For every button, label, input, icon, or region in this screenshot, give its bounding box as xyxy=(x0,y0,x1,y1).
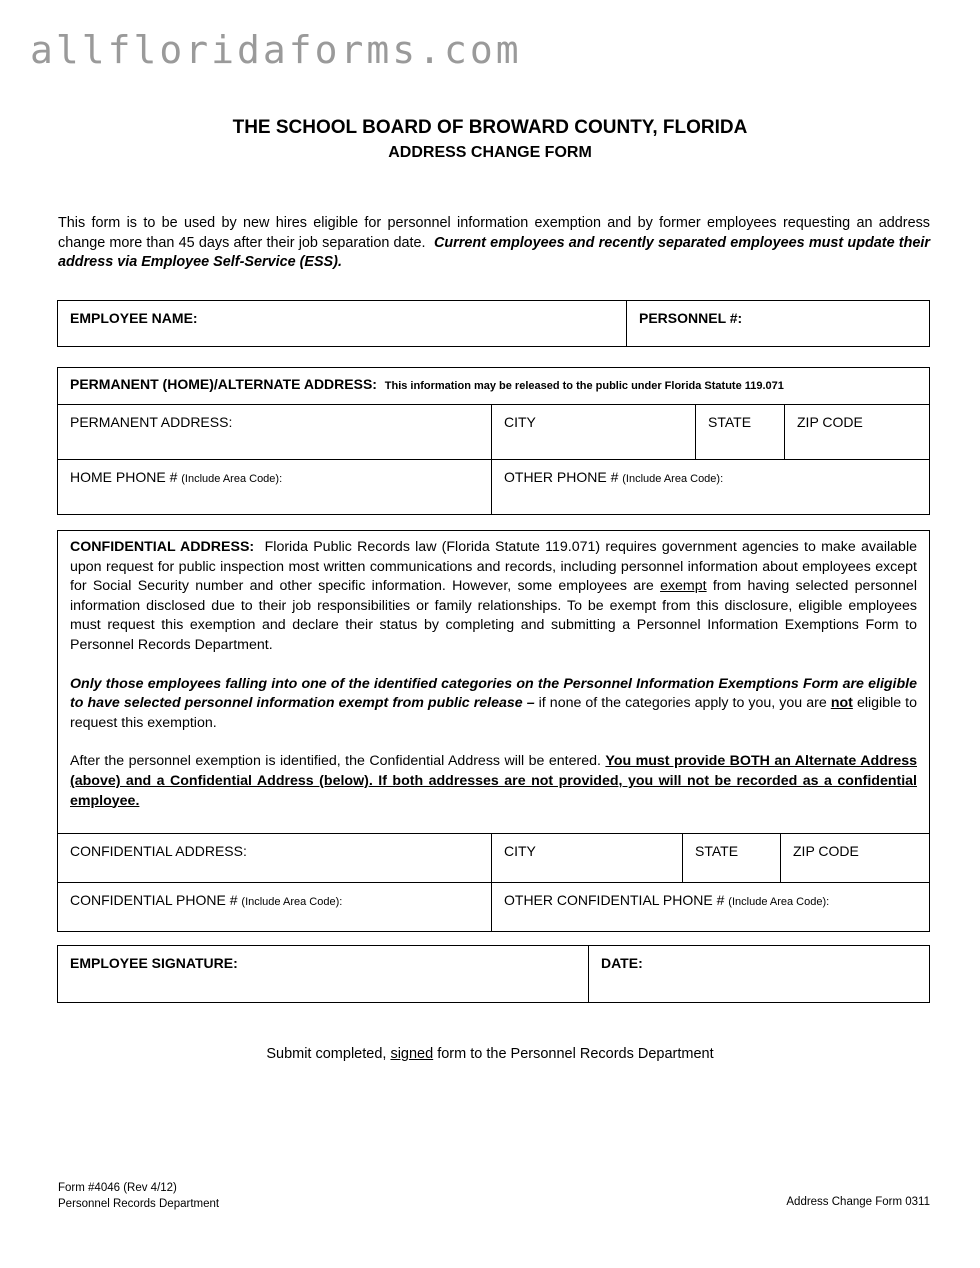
intro-paragraph xyxy=(58,214,930,273)
personnel-number-label: PERSONNEL #: xyxy=(639,310,743,326)
other-phone-note: (Include Area Code): xyxy=(622,473,724,485)
permanent-city-label: CITY xyxy=(504,414,536,430)
date-field[interactable] xyxy=(589,946,930,1003)
date-label: DATE: xyxy=(601,955,643,971)
confidential-p3-text: After the personnel exemption is identified, the Confidential Address will be entered. xyxy=(70,753,601,770)
confidential-address-label: CONFIDENTIAL ADDRESS: xyxy=(70,843,247,859)
signature-box xyxy=(57,945,930,1003)
confidential-paragraph-3 xyxy=(70,752,917,811)
confidential-phone-note: (Include Area Code): xyxy=(241,896,343,908)
home-phone-note: (Include Area Code): xyxy=(181,473,283,485)
home-phone-field[interactable] xyxy=(58,460,492,515)
permanent-address-label: PERMANENT ADDRESS: xyxy=(70,414,233,430)
permanent-city-field[interactable] xyxy=(492,405,696,460)
confidential-city-label: CITY xyxy=(504,843,536,859)
both-addresses-warning: You must provide BOTH an Alternate Address (above) and a Confidential Address (below). If both addresses are not provided, you will not be recorded as a confidential employee. xyxy=(70,753,917,809)
confidential-explanation xyxy=(58,531,930,834)
other-phone-field[interactable] xyxy=(492,460,930,515)
confidential-p1-text-cont: from having selected personnel information disclosed due to their job responsibilities or family relationships. To be exempt from this disclosure, eligible employees must request this exemption and declare their status by completing and submitting a Personnel Information Exemptions Form to Personnel Records Department. xyxy=(70,578,917,653)
confidential-address-section xyxy=(57,530,930,932)
intro-emphasis: Current employees and recently separated employees must update their address via Employee Self-Service (ESS). xyxy=(58,234,930,270)
employee-info-box xyxy=(57,300,930,347)
personnel-number-field[interactable] xyxy=(627,301,930,347)
permanent-zip-label: ZIP CODE xyxy=(797,414,863,430)
footer-left xyxy=(58,1180,219,1212)
page-subtitle: ADDRESS CHANGE FORM xyxy=(388,144,592,161)
footer-department: Personnel Records Department xyxy=(58,1198,220,1210)
confidential-zip-field[interactable] xyxy=(781,834,930,883)
employee-name-label: EMPLOYEE NAME: xyxy=(70,310,198,326)
confidential-p1-text: Florida Public Records law (Florida Statute 119.071) requires government agencies to make available upon request for public inspection most written communications and records, including personnel information about employees except for Social Security number and other specific information. However, some employees are xyxy=(70,539,917,595)
other-phone-label: OTHER PHONE # xyxy=(504,469,619,485)
permanent-address-field[interactable] xyxy=(58,405,492,460)
confidential-zip-label: ZIP CODE xyxy=(793,843,859,859)
confidential-paragraph-1 xyxy=(70,538,917,656)
confidential-p2-text-cont: eligible to request this exemption. xyxy=(70,695,917,731)
footer-right: Address Change Form 0311 xyxy=(786,1196,930,1208)
other-confidential-phone-label: OTHER CONFIDENTIAL PHONE # xyxy=(504,892,725,908)
confidential-p2-text: if none of the categories apply to you, you are xyxy=(538,695,827,712)
intro-text: This form is to be used by new hires eligible for personnel information exemption and by former employees requesting an address change more than 45 days after their job separation date. xyxy=(58,215,930,251)
employee-name-field[interactable] xyxy=(58,301,627,347)
confidential-phone-label: CONFIDENTIAL PHONE # xyxy=(70,892,238,908)
permanent-address-heading: PERMANENT (HOME)/ALTERNATE ADDRESS: xyxy=(70,376,377,392)
permanent-state-field[interactable] xyxy=(696,405,785,460)
eligibility-emphasis: Only those employees falling into one of the identified categories on the Personnel Information Exemptions Form are eligible to have selected personnel information exempt from public release – xyxy=(70,675,917,712)
confidential-heading: CONFIDENTIAL ADDRESS: xyxy=(70,539,255,555)
permanent-zip-field[interactable] xyxy=(785,405,930,460)
confidential-address-field[interactable] xyxy=(58,834,492,883)
employee-signature-field[interactable] xyxy=(58,946,589,1003)
public-release-note: This information may be released to the public under Florida Statute 119.071 xyxy=(384,380,784,392)
confidential-city-field[interactable] xyxy=(492,834,683,883)
submit-instruction xyxy=(0,1046,980,1062)
not-word: not xyxy=(830,695,853,712)
signed-word: signed xyxy=(390,1046,434,1062)
confidential-state-label: STATE xyxy=(695,843,739,859)
watermark-logo: allfloridaforms.com xyxy=(30,28,522,72)
submit-text: Submit completed, xyxy=(266,1046,387,1062)
employee-signature-label: EMPLOYEE SIGNATURE: xyxy=(70,955,238,971)
other-confidential-phone-note: (Include Area Code): xyxy=(728,896,830,908)
submit-text-cont: form to the Personnel Records Department xyxy=(437,1046,714,1062)
home-phone-label: HOME PHONE # xyxy=(70,469,178,485)
confidential-phone-field[interactable] xyxy=(58,883,492,932)
permanent-address-heading-row xyxy=(58,368,930,405)
confidential-paragraph-2 xyxy=(70,675,917,734)
page-title: THE SCHOOL BOARD OF BROWARD COUNTY, FLORIDA xyxy=(232,117,748,138)
other-confidential-phone-field[interactable] xyxy=(492,883,930,932)
permanent-state-label: STATE xyxy=(708,414,752,430)
permanent-address-section xyxy=(57,367,930,515)
exempt-word: exempt xyxy=(660,578,707,595)
form-number: Form #4046 (Rev 4/12) xyxy=(58,1182,177,1194)
confidential-state-field[interactable] xyxy=(683,834,781,883)
